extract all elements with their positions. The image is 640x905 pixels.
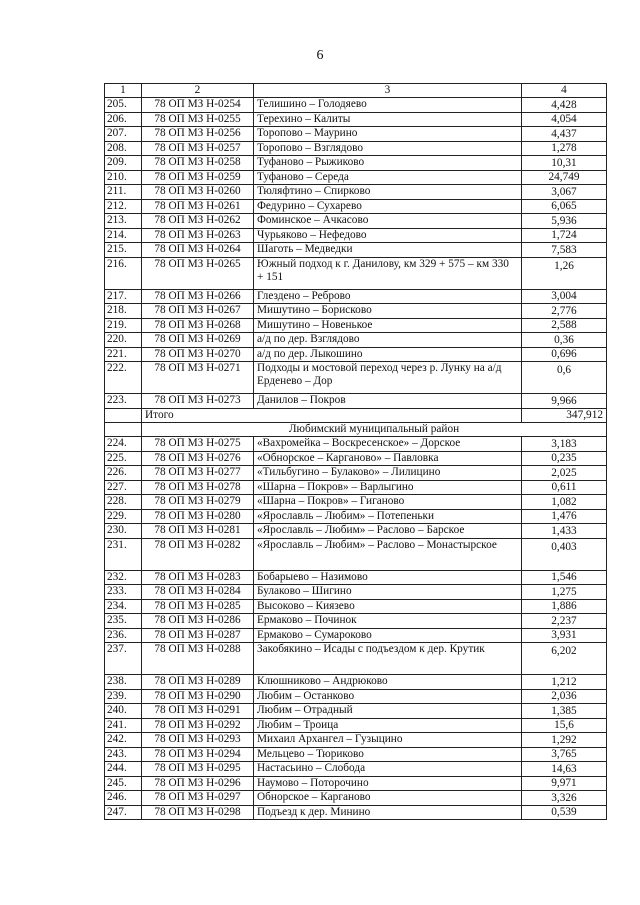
road-code: 78 ОП МЗ Н-0276 [142, 451, 254, 466]
road-name: Высоково – Киязево [254, 599, 522, 614]
road-code: 78 ОП МЗ Н-0295 [142, 762, 254, 777]
road-length: 3,931 [522, 628, 607, 643]
road-name: Данилов – Покров [254, 394, 522, 409]
road-name: Южный подход к г. Данилову, км 329 + 575 – км 330 + 151 [254, 257, 522, 289]
road-length: 4,428 [522, 98, 607, 113]
row-number: 227. [105, 480, 142, 495]
table-row [105, 394, 607, 409]
road-code: 78 ОП МЗ Н-0282 [142, 538, 254, 570]
row-number: 224. [105, 437, 142, 452]
table-row [105, 643, 607, 675]
road-name: Наумово – Поторочино [254, 776, 522, 791]
table-row [105, 228, 607, 243]
road-code: 78 ОП МЗ Н-0255 [142, 112, 254, 127]
section-row [105, 423, 607, 437]
total-length: 347,912 [522, 408, 607, 423]
road-length: 2,588 [522, 318, 607, 333]
header-cell-4: 4 [522, 84, 607, 98]
row-number: 244. [105, 762, 142, 777]
total-empty-cell [105, 408, 142, 423]
table-row [105, 243, 607, 258]
row-number: 226. [105, 466, 142, 481]
road-length: 1,278 [522, 141, 607, 156]
row-number: 235. [105, 614, 142, 629]
section-title: Любимский муниципальный район [142, 423, 607, 437]
road-length: 1,724 [522, 228, 607, 243]
road-length: 1,546 [522, 570, 607, 585]
row-number: 218. [105, 304, 142, 319]
row-number: 221. [105, 347, 142, 362]
road-length: 0,403 [522, 538, 607, 570]
row-number: 208. [105, 141, 142, 156]
road-length: 4,054 [522, 112, 607, 127]
road-code: 78 ОП МЗ Н-0254 [142, 98, 254, 113]
total-label: Итого [142, 408, 522, 423]
road-name: «Шарна – Покров» – Гиганово [254, 495, 522, 510]
road-name: «Ярославль – Любим» – Раслово – Монастырское [254, 538, 522, 570]
row-number: 236. [105, 628, 142, 643]
table-row [105, 776, 607, 791]
row-number: 233. [105, 585, 142, 600]
road-code: 78 ОП МЗ Н-0293 [142, 733, 254, 748]
road-name: Настасьино – Слобода [254, 762, 522, 777]
road-code: 78 ОП МЗ Н-0286 [142, 614, 254, 629]
road-name: Подъезд к дер. Минино [254, 805, 522, 820]
road-name: Федурино – Сухарево [254, 199, 522, 214]
row-number: 241. [105, 718, 142, 733]
row-number: 217. [105, 289, 142, 304]
road-code: 78 ОП МЗ Н-0266 [142, 289, 254, 304]
row-number: 223. [105, 394, 142, 409]
road-length: 2,025 [522, 466, 607, 481]
road-name: Фоминское – Ачкасово [254, 214, 522, 229]
row-number: 210. [105, 170, 142, 185]
road-length: 1,433 [522, 524, 607, 539]
table-row [105, 524, 607, 539]
road-code: 78 ОП МЗ Н-0258 [142, 156, 254, 171]
road-name: Мишутино – Борисково [254, 304, 522, 319]
table-row [105, 599, 607, 614]
road-length: 7,583 [522, 243, 607, 258]
table-row [105, 214, 607, 229]
road-code: 78 ОП МЗ Н-0261 [142, 199, 254, 214]
road-name: «Обнорское – Карганово» – Павловка [254, 451, 522, 466]
roads-table [104, 83, 607, 820]
table-row [105, 628, 607, 643]
row-number: 214. [105, 228, 142, 243]
table-row [105, 480, 607, 495]
table-row [105, 347, 607, 362]
table-row [105, 170, 607, 185]
row-number: 228. [105, 495, 142, 510]
road-code: 78 ОП МЗ Н-0269 [142, 333, 254, 348]
row-number: 230. [105, 524, 142, 539]
road-code: 78 ОП МЗ Н-0291 [142, 704, 254, 719]
row-number: 243. [105, 747, 142, 762]
table-row [105, 289, 607, 304]
road-name: Закобякино – Исады с подъездом к дер. Крутик [254, 643, 522, 675]
row-number: 220. [105, 333, 142, 348]
table-row [105, 318, 607, 333]
table-row [105, 156, 607, 171]
table-row [105, 451, 607, 466]
road-name: Ермаково – Починок [254, 614, 522, 629]
road-name: Шаготь – Медведки [254, 243, 522, 258]
table-row [105, 689, 607, 704]
road-code: 78 ОП МЗ Н-0275 [142, 437, 254, 452]
road-code: 78 ОП МЗ Н-0262 [142, 214, 254, 229]
road-length: 9,966 [522, 394, 607, 409]
road-name: «Вахромейка – Воскресенское» – Дорское [254, 437, 522, 452]
table-row [105, 570, 607, 585]
road-length: 2,036 [522, 689, 607, 704]
road-name: Мишутино – Новенькое [254, 318, 522, 333]
road-name: Бобарыево – Назимово [254, 570, 522, 585]
road-code: 78 ОП МЗ Н-0285 [142, 599, 254, 614]
section-empty-cell [105, 423, 142, 437]
row-number: 215. [105, 243, 142, 258]
road-name: «Тильбугино – Булаково» – Лилицино [254, 466, 522, 481]
road-length: 1,292 [522, 733, 607, 748]
table-row [105, 538, 607, 570]
road-name: Тюляфтино – Спирково [254, 185, 522, 200]
row-number: 238. [105, 675, 142, 690]
total-row [105, 408, 607, 423]
row-number: 242. [105, 733, 142, 748]
table-row [105, 437, 607, 452]
road-length: 3,067 [522, 185, 607, 200]
road-code: 78 ОП МЗ Н-0281 [142, 524, 254, 539]
table-row [105, 805, 607, 820]
road-name: Торопово – Взглядово [254, 141, 522, 156]
table-row [105, 495, 607, 510]
road-name: Михаил Архангел – Гузыцино [254, 733, 522, 748]
road-code: 78 ОП МЗ Н-0284 [142, 585, 254, 600]
row-number: 216. [105, 257, 142, 289]
road-code: 78 ОП МЗ Н-0256 [142, 127, 254, 142]
road-code: 78 ОП МЗ Н-0290 [142, 689, 254, 704]
road-code: 78 ОП МЗ Н-0265 [142, 257, 254, 289]
header-cell-1: 1 [105, 84, 142, 98]
road-length: 1,385 [522, 704, 607, 719]
road-name: «Шарна – Покров» – Варлыгино [254, 480, 522, 495]
row-number: 209. [105, 156, 142, 171]
row-number: 206. [105, 112, 142, 127]
row-number: 245. [105, 776, 142, 791]
road-length: 10,31 [522, 156, 607, 171]
road-name: Глездено – Реброво [254, 289, 522, 304]
road-name: Терехино – Калиты [254, 112, 522, 127]
row-number: 205. [105, 98, 142, 113]
road-code: 78 ОП МЗ Н-0287 [142, 628, 254, 643]
table-row [105, 362, 607, 394]
table-row [105, 112, 607, 127]
page-number: 6 [316, 48, 324, 63]
road-name: Чурьяково – Нефедово [254, 228, 522, 243]
road-code: 78 ОП МЗ Н-0297 [142, 791, 254, 806]
row-number: 211. [105, 185, 142, 200]
road-length: 2,237 [522, 614, 607, 629]
table-row [105, 614, 607, 629]
road-length: 1,26 [522, 257, 607, 289]
road-name: «Ярославль – Любим» – Потепеньки [254, 509, 522, 524]
road-name: а/д по дер. Взглядово [254, 333, 522, 348]
road-length: 0,6 [522, 362, 607, 394]
road-code: 78 ОП МЗ Н-0278 [142, 480, 254, 495]
road-name: «Ярославль – Любим» – Раслово – Барское [254, 524, 522, 539]
road-code: 78 ОП МЗ Н-0294 [142, 747, 254, 762]
table-row [105, 733, 607, 748]
row-number: 222. [105, 362, 142, 394]
road-name: Мельцево – Тюриково [254, 747, 522, 762]
table-row [105, 333, 607, 348]
header-cell-3: 3 [254, 84, 522, 98]
table-row [105, 718, 607, 733]
table-header-row [105, 84, 607, 98]
road-code: 78 ОП МЗ Н-0277 [142, 466, 254, 481]
road-name: Туфаново – Рыжиково [254, 156, 522, 171]
table-row [105, 509, 607, 524]
road-name: Обнорское – Карганово [254, 791, 522, 806]
road-name: Любим – Отрадный [254, 704, 522, 719]
road-name: Булаково – Шигино [254, 585, 522, 600]
road-length: 24,749 [522, 170, 607, 185]
row-number: 247. [105, 805, 142, 820]
row-number: 234. [105, 599, 142, 614]
road-code: 78 ОП МЗ Н-0273 [142, 394, 254, 409]
road-length: 15,6 [522, 718, 607, 733]
row-number: 239. [105, 689, 142, 704]
row-number: 219. [105, 318, 142, 333]
table-row [105, 199, 607, 214]
table-row [105, 704, 607, 719]
road-code: 78 ОП МЗ Н-0263 [142, 228, 254, 243]
row-number: 207. [105, 127, 142, 142]
road-length: 1,082 [522, 495, 607, 510]
road-length: 3,326 [522, 791, 607, 806]
table-row [105, 304, 607, 319]
road-length: 1,476 [522, 509, 607, 524]
table-row [105, 791, 607, 806]
road-length: 6,065 [522, 199, 607, 214]
table-row [105, 585, 607, 600]
road-code: 78 ОП МЗ Н-0264 [142, 243, 254, 258]
row-number: 213. [105, 214, 142, 229]
road-name: Ермаково – Сумароково [254, 628, 522, 643]
road-length: 1,275 [522, 585, 607, 600]
header-cell-2: 2 [142, 84, 254, 98]
road-length: 0,696 [522, 347, 607, 362]
road-name: а/д по дер. Лыкошино [254, 347, 522, 362]
table-row [105, 185, 607, 200]
road-name: Туфаново – Середа [254, 170, 522, 185]
road-code: 78 ОП МЗ Н-0283 [142, 570, 254, 585]
row-number: 225. [105, 451, 142, 466]
row-number: 212. [105, 199, 142, 214]
road-length: 6,202 [522, 643, 607, 675]
road-length: 9,971 [522, 776, 607, 791]
table-row [105, 127, 607, 142]
road-length: 1,212 [522, 675, 607, 690]
road-code: 78 ОП МЗ Н-0279 [142, 495, 254, 510]
road-code: 78 ОП МЗ Н-0257 [142, 141, 254, 156]
road-length: 1,886 [522, 599, 607, 614]
road-code: 78 ОП МЗ Н-0259 [142, 170, 254, 185]
table-row [105, 466, 607, 481]
row-number: 232. [105, 570, 142, 585]
table-row [105, 257, 607, 289]
road-name: Телишино – Голодяево [254, 98, 522, 113]
road-code: 78 ОП МЗ Н-0289 [142, 675, 254, 690]
road-name: Клюшниково – Андрюково [254, 675, 522, 690]
table-row [105, 675, 607, 690]
road-code: 78 ОП МЗ Н-0268 [142, 318, 254, 333]
road-code: 78 ОП МЗ Н-0298 [142, 805, 254, 820]
row-number: 231. [105, 538, 142, 570]
road-code: 78 ОП МЗ Н-0267 [142, 304, 254, 319]
road-name: Торопово – Маурино [254, 127, 522, 142]
road-length: 0,539 [522, 805, 607, 820]
road-name: Подходы и мостовой переход через р. Лунку на а/д Ерденево – Дор [254, 362, 522, 394]
road-length: 14,63 [522, 762, 607, 777]
table-row [105, 762, 607, 777]
road-length: 3,004 [522, 289, 607, 304]
road-code: 78 ОП МЗ Н-0271 [142, 362, 254, 394]
road-length: 0,36 [522, 333, 607, 348]
road-code: 78 ОП МЗ Н-0292 [142, 718, 254, 733]
road-length: 3,183 [522, 437, 607, 452]
road-length: 2,776 [522, 304, 607, 319]
road-name: Любим – Троица [254, 718, 522, 733]
table-row [105, 98, 607, 113]
road-code: 78 ОП МЗ Н-0270 [142, 347, 254, 362]
table-row [105, 141, 607, 156]
road-code: 78 ОП МЗ Н-0288 [142, 643, 254, 675]
road-code: 78 ОП МЗ Н-0280 [142, 509, 254, 524]
row-number: 246. [105, 791, 142, 806]
road-code: 78 ОП МЗ Н-0296 [142, 776, 254, 791]
row-number: 240. [105, 704, 142, 719]
road-length: 0,235 [522, 451, 607, 466]
road-length: 0,611 [522, 480, 607, 495]
row-number: 229. [105, 509, 142, 524]
table-row [105, 747, 607, 762]
road-length: 4,437 [522, 127, 607, 142]
road-code: 78 ОП МЗ Н-0260 [142, 185, 254, 200]
row-number: 237. [105, 643, 142, 675]
road-length: 3,765 [522, 747, 607, 762]
road-name: Любим – Останково [254, 689, 522, 704]
road-length: 5,936 [522, 214, 607, 229]
